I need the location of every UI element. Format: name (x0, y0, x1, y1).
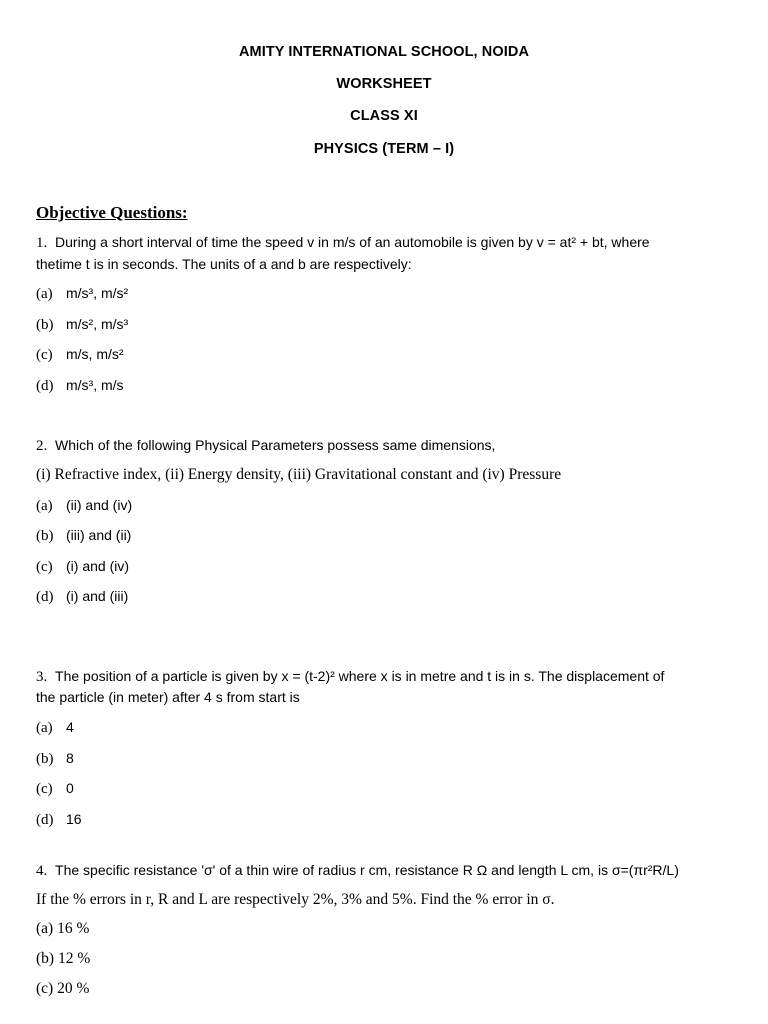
question-4-option-c (36, 980, 89, 998)
question-3-option-a (36, 719, 74, 737)
option-text: m/s, m/s² (66, 346, 124, 362)
question-1-option-a (36, 285, 128, 303)
option-label: (a) (36, 498, 53, 514)
option-text: 8 (66, 750, 74, 766)
question-number: 3. (36, 669, 48, 685)
option-label: (a) (36, 920, 54, 937)
option-label: (a) (36, 720, 53, 736)
question-2-option-d (36, 588, 128, 606)
subject-title: PHYSICS (TERM – I) (313, 141, 455, 157)
option-text: (i) and (iv) (66, 558, 130, 574)
option-label: (a) (36, 286, 53, 302)
question-1-option-b (36, 316, 128, 334)
question-3-line-1 (36, 668, 664, 686)
option-label: (d) (36, 378, 54, 394)
option-text: m/s³, m/s² (66, 285, 129, 301)
option-text: 4 (66, 719, 74, 735)
question-text: The position of a particle is given by x = (t-2)² where x is in metre and t is in s. The displacement of (55, 668, 665, 684)
option-label: (b) (36, 528, 54, 544)
document-type: WORKSHEET (336, 76, 432, 92)
option-text: 0 (66, 780, 74, 796)
question-3-option-d (36, 811, 82, 829)
option-text: (ii) and (iv) (66, 497, 133, 513)
question-number: 2. (36, 438, 48, 454)
question-number: 4. (36, 863, 48, 879)
option-label: (c) (36, 781, 53, 797)
option-label: (b) (36, 950, 55, 967)
question-text: Which of the following Physical Parameters possess same dimensions, (55, 437, 496, 453)
question-3-line-2: the particle (in meter) after 4 s from start is (36, 689, 300, 705)
question-2-line-1 (36, 437, 495, 455)
option-label: (c) (36, 980, 54, 997)
option-text: 16 % (57, 920, 90, 937)
question-3-option-c (36, 780, 74, 798)
section-title: Objective Questions: (36, 203, 188, 222)
question-1-option-d (36, 377, 124, 395)
option-text: m/s³, m/s (66, 377, 124, 393)
question-4-option-a (36, 920, 89, 938)
question-1-line-1 (36, 234, 650, 252)
option-label: (c) (36, 347, 53, 363)
option-label: (c) (36, 559, 53, 575)
question-2-line-2: (i) Refractive index, (ii) Energy density, (iii) Gravitational constant and (iv) Pressure (36, 466, 562, 483)
question-4-line-2: If the % errors in r, R and L are respectively 2%, 3% and 5%. Find the % error in σ. (36, 891, 555, 908)
question-text: During a short interval of time the speed v in m/s of an automobile is given by v = at² + bt, where (55, 234, 650, 250)
question-3-option-b (36, 750, 74, 768)
school-name: AMITY INTERNATIONAL SCHOOL, NOIDA (238, 44, 530, 60)
option-text: 16 (66, 811, 82, 827)
question-1-line-2: thetime t is in seconds. The units of a and b are respectively: (36, 256, 412, 272)
option-text: (i) and (iii) (66, 588, 129, 604)
question-2-option-a (36, 497, 132, 515)
question-text: The specific resistance 'σ' of a thin wire of radius r cm, resistance R Ω and length L cm, is σ=(πr²R/L) (55, 862, 679, 878)
question-4-option-b (36, 950, 90, 968)
question-4-line-1 (36, 862, 679, 880)
question-number: 1. (36, 235, 48, 251)
option-text: 12 % (57, 950, 91, 967)
question-1-option-c (36, 346, 124, 364)
option-label: (d) (36, 589, 54, 605)
option-label: (b) (36, 317, 54, 333)
option-text: 20 % (57, 980, 90, 997)
option-text: (iii) and (ii) (66, 527, 132, 543)
question-2-option-c (36, 558, 129, 576)
class-label: CLASS XI (350, 108, 418, 124)
option-text: m/s², m/s³ (66, 316, 129, 332)
option-label: (b) (36, 751, 54, 767)
question-2-option-b (36, 527, 131, 545)
option-label: (d) (36, 812, 54, 828)
